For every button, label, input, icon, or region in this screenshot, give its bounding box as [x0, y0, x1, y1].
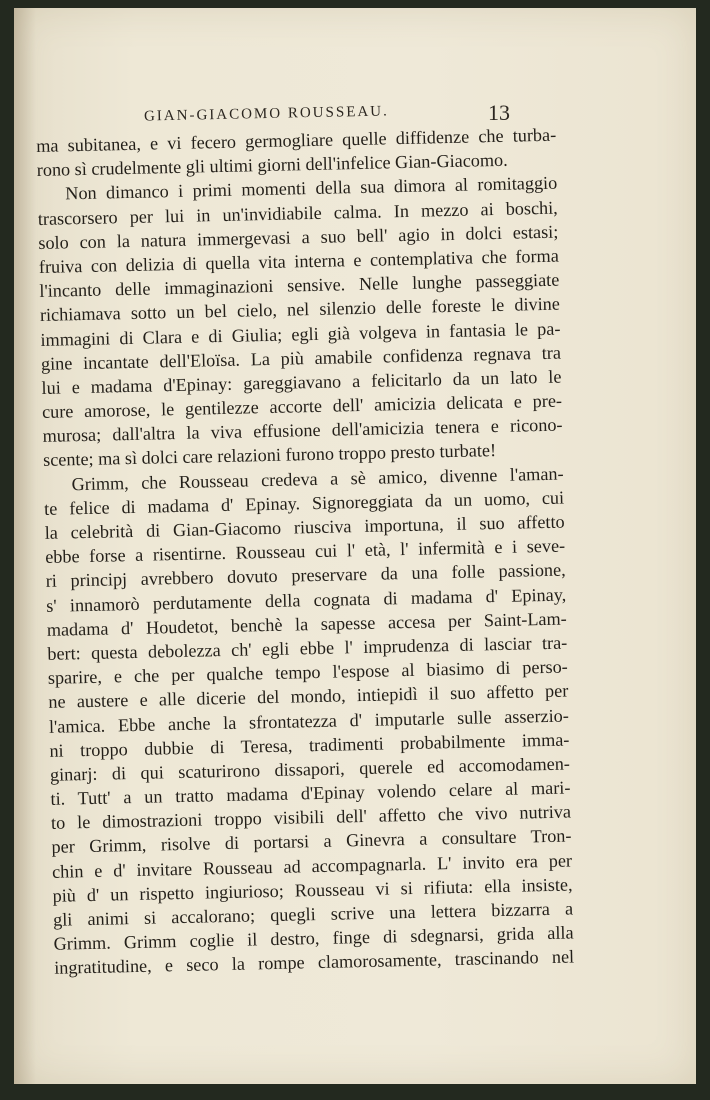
book-page [14, 8, 696, 1084]
text-line: ebbe forse a risentirne. Rousseau cui l' età, l' infermità e i seve- [45, 535, 566, 568]
running-head: GIAN-GIACOMO ROUSSEAU. [143, 103, 389, 125]
body-text [36, 123, 574, 981]
text-line: lui e madama d'Epinay: gareggiavano a felicitarlo da un lato le [41, 366, 562, 398]
text-line: immagini di Clara e di Giulia; egli già volgeva in fantasia le pa- [40, 318, 561, 350]
text-line: ti. Tutt' a un tratto madama d'Epinay volendo celare al mari- [50, 777, 571, 809]
page-header [14, 100, 696, 130]
text-line: ni troppo dubbie di Teresa, tradimenti probabilmente imma- [49, 729, 570, 761]
text-line: l'amica. Ebbe anche la sfrontatezza d' imputarle sulle asserzio- [48, 705, 570, 737]
page-gutter-shadow [14, 8, 36, 1084]
text-line: gine incantate dell'Eloïsa. La più amabile confidenza regnava tra [40, 342, 562, 374]
text-line: ingratitudine, e seco la rompe clamorosamente, trascinando nel [53, 946, 575, 979]
text-line: rono sì crudelmente gli ultimi giorni dell'infelice Gian-Giacomo. [36, 149, 508, 181]
text-line: bert: questa debolezza ch' egli ebbe l' imprudenza di lasciar tra- [47, 632, 568, 664]
text-line: solo con la natura immergevasi a suo bell' agio in dolci estasi; [38, 221, 559, 253]
text-line: ginarj: di qui scaturirono dissapori, querele ed accomodamen- [49, 753, 571, 785]
text-line: to le dimostrazioni troppo visibili dell' affetto che vivo nutriva [50, 801, 572, 834]
text-line: più d' un rispetto ingiurioso; Rousseau vi si rifiuta: ella insiste, [52, 874, 573, 906]
text-line: richiamava sotto un bel cielo, nel silenzio delle foreste le divine [39, 293, 561, 326]
text-line: ri principj avrebbero dovuto preservare da una folle passione, [45, 559, 566, 592]
text-line: madama d' Houdetot, benchè la sapesse accesa per Saint-Lam- [46, 608, 567, 640]
text-line: Grimm. Grimm coglie il destro, finge di sdegnarsi, grida alla [53, 922, 574, 954]
text-line: murosa; dall'altra la viva effusione dell'amicizia tenera e ricono- [42, 414, 563, 447]
text-line: scente; ma sì dolci care relazioni furono troppo presto turbate! [42, 440, 497, 471]
text-line: cure amorose, le gentilezze accorte dell' amicizia delicata e pre- [41, 390, 563, 422]
text-line: ne austere e alle dicerie del mondo, intiepidì il suo affetto per [48, 680, 569, 713]
text-line: Non dimanco i primi momenti della sua dimora al romitaggio [65, 173, 558, 204]
text-line: fruiva con delizia di quella vita interna e contemplativa che forma [38, 245, 559, 277]
text-line: per Grimm, risolve di portarsi a Ginevra a consultare Tron- [51, 825, 572, 858]
text-line: la celebrità di Gian-Giacomo riusciva importuna, il suo affetto [44, 511, 565, 543]
page-number: 13 [488, 100, 510, 125]
text-line: sparire, e che per qualche tempo l'espose al biasimo di perso- [47, 656, 568, 688]
text-line: chin e d' invitare Rousseau ad accompagnarla. L' invito era per [51, 850, 573, 882]
text-line: ma subitanea, e vi fecero germogliare quelle diffidenze che turba- [36, 124, 557, 156]
text-line: te felice di madama d' Epinay. Signoreggiata da un uomo, cui [43, 487, 565, 519]
text-line: trascorsero per lui in un'invidiabile calma. In mezzo ai boschi, [37, 197, 558, 229]
text-line: gli animi si accalorano; quegli scrive una lettera bizzarra a [52, 898, 574, 930]
text-line: Grimm, che Rousseau credeva a sè amico, divenne l'aman- [71, 463, 564, 494]
text-line: s' innamorò perdutamente della cognata di madama d' Epinay, [46, 584, 567, 616]
text-line: l'incanto delle immaginazioni sensive. Nelle lunghe passeggiate [39, 269, 560, 302]
